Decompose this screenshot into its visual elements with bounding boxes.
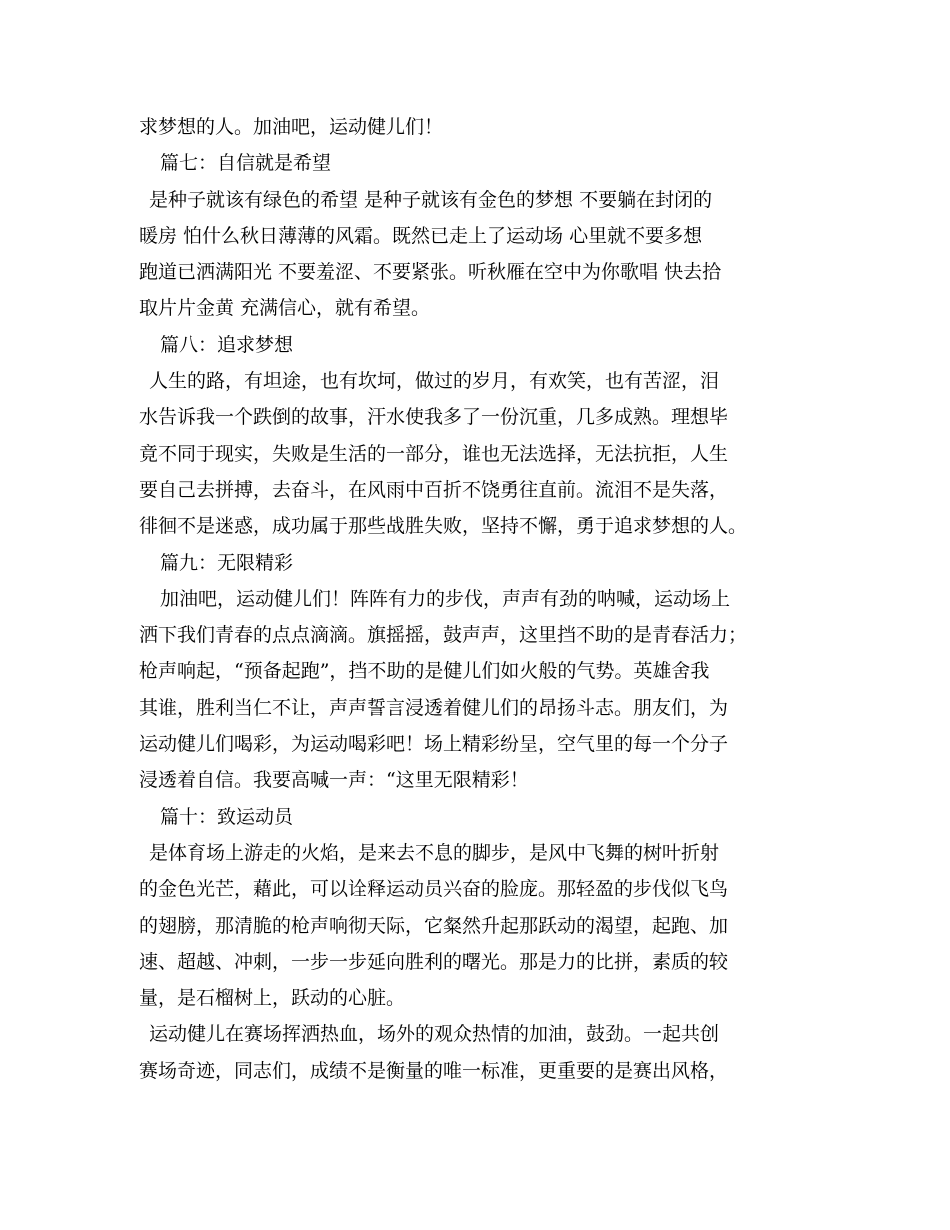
section-heading: 篇七：自信就是希望 bbox=[160, 152, 332, 175]
paragraph-line: 运动健儿在赛场挥洒热血，场外的观众热情的加油，鼓劲。一起共创 bbox=[149, 1023, 720, 1046]
section-heading: 篇十：致运动员 bbox=[160, 805, 294, 828]
paragraph-line: 加油吧，运动健儿们！阵阵有力的步伐，声声有劲的呐喊，运动场上 bbox=[160, 587, 731, 610]
paragraph-line: 取片片金黄 充满信心，就有希望。 bbox=[139, 297, 431, 320]
paragraph-line: 人生的路，有坦途，也有坎坷，做过的岁月，有欢笑，也有苦涩，泪 bbox=[149, 370, 720, 393]
paragraph-line: 徘徊不是迷惑，成功属于那些战胜失败，坚持不懈，勇于追求梦想的人。 bbox=[139, 515, 748, 538]
section-heading: 篇八：追求梦想 bbox=[160, 333, 294, 356]
paragraph-line: 暖房 怕什么秋日薄薄的风霜。既然已走上了运动场 心里就不要多想 bbox=[139, 224, 703, 247]
paragraph-line: 是体育场上游走的火焰，是来去不息的脚步，是风中飞舞的树叶折射 bbox=[149, 841, 720, 864]
paragraph-line: 要自己去拼搏，去奋斗，在风雨中百折不饶勇往直前。流泪不是失落， bbox=[139, 478, 729, 501]
paragraph-line: 洒下我们青春的点点滴滴。旗摇摇，鼓声声，这里挡不助的是青春活力； bbox=[139, 624, 748, 647]
paragraph-line: 其谁，胜利当仁不让，声声誓言浸透着健儿们的昂扬斗志。朋友们，为 bbox=[139, 696, 729, 719]
paragraph-line: 水告诉我一个跌倒的故事，汗水使我多了一份沉重，几多成熟。理想毕 bbox=[139, 406, 729, 429]
document-body bbox=[139, 109, 839, 1089]
paragraph-line: 量，是石榴树上，跃动的心脏。 bbox=[139, 987, 406, 1010]
paragraph-line: 浸透着自信。我要高喊一声：“这里无限精彩！ bbox=[139, 769, 529, 792]
paragraph-line: 枪声响起，“预备起跑”，挡不助的是健儿们如火般的气势。英雄舍我 bbox=[139, 660, 710, 683]
paragraph-line: 跑道已洒满阳光 不要羞涩、不要紧张。听秋雁在空中为你歌唱 快去拾 bbox=[139, 261, 722, 284]
paragraph-line: 运动健儿们喝彩，为运动喝彩吧！场上精彩纷呈，空气里的每一个分子 bbox=[139, 733, 729, 756]
paragraph-line: 的金色光芒，藉此，可以诠释运动员兴奋的脸庞。那轻盈的步伐似飞鸟 bbox=[139, 878, 729, 901]
paragraph-line: 速、超越、冲刺，一步一步延向胜利的曙光。那是力的比拼，素质的较 bbox=[139, 950, 729, 973]
section-heading: 篇九：无限精彩 bbox=[160, 551, 294, 574]
paragraph-line: 是种子就该有绿色的希望 是种子就该有金色的梦想 不要躺在封闭的 bbox=[149, 188, 713, 211]
paragraph-line: 求梦想的人。加油吧，运动健儿们！ bbox=[139, 116, 444, 138]
paragraph-line: 竟不同于现实，失败是生活的一部分，谁也无法选择，无法抗拒，人生 bbox=[139, 442, 729, 465]
paragraph-line: 赛场奇迹，同志们，成绩不是衡量的唯一标准，更重要的是赛出风格， bbox=[139, 1059, 729, 1082]
paragraph-line: 的翅膀，那清脆的枪声响彻天际，它粲然升起那跃动的渴望，起跑、加 bbox=[139, 914, 729, 937]
